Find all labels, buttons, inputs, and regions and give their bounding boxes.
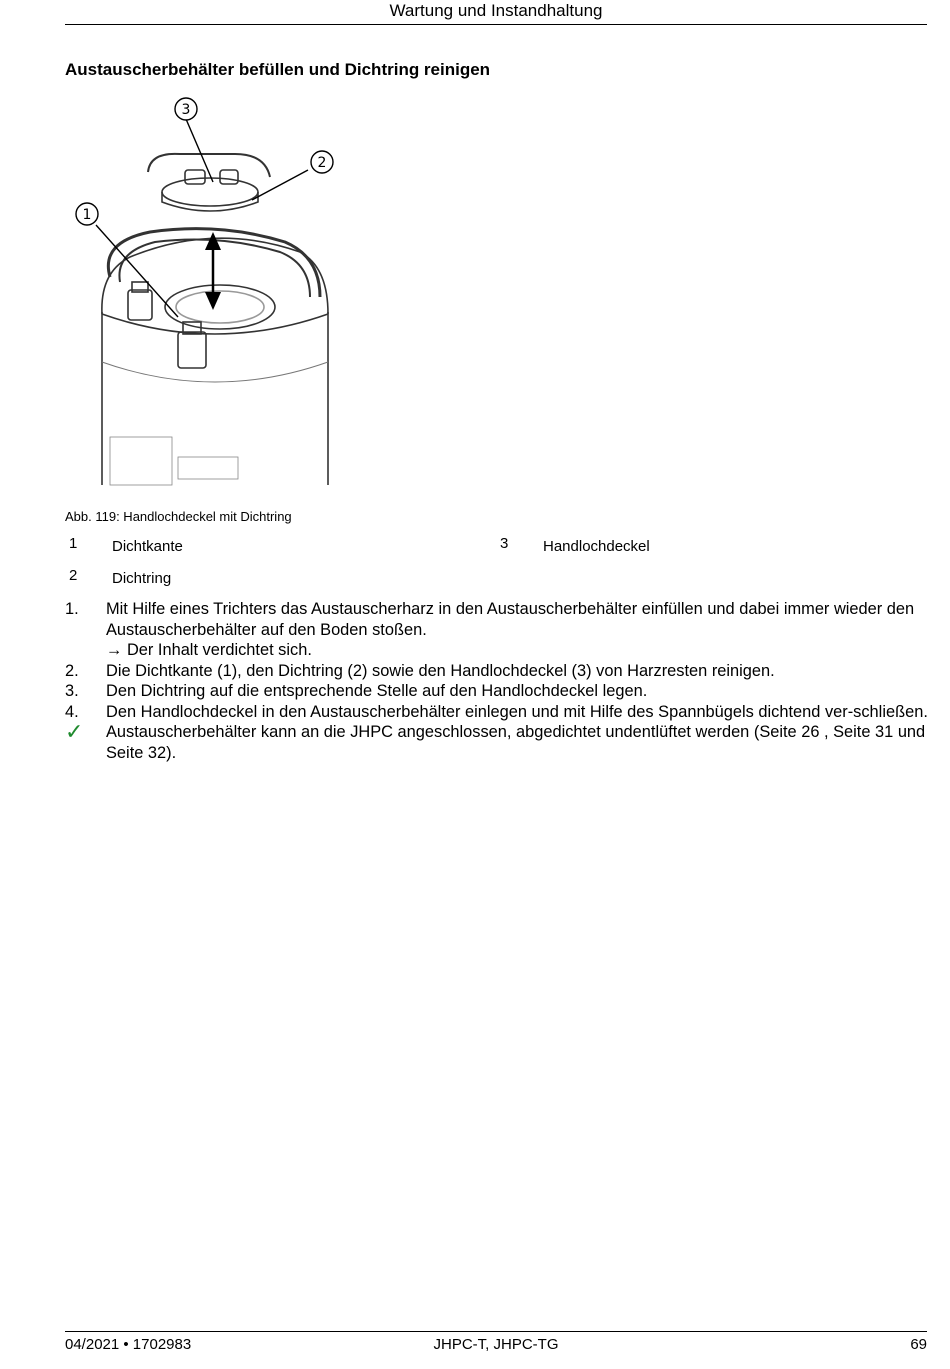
header-title: Wartung und Instandhaltung [389,1,603,20]
legend-text: Dichtkante [112,538,183,555]
page-number: 69 [910,1336,927,1353]
step-item [65,681,931,702]
step-result: → Der Inhalt verdichtet sich. [106,641,312,659]
section-title: Austauscherbehälter befüllen und Dichtring reinigen [65,60,491,79]
legend-text: Handlochdeckel [543,538,650,555]
page-footer [65,1331,927,1353]
step-number: 1. [65,600,79,618]
step-number: 2. [65,661,79,680]
step-text: Die Dichtkante (1), den Dichtring (2) sowie den Handlochdeckel (3) von Harzresten reinigen. [106,661,775,680]
step-number: 4. [65,702,79,721]
footer-date-docnumber: 04/2021 • 1702983 [65,1336,192,1353]
callout-3: 3 [181,102,191,118]
step-number: 3. [65,682,79,700]
check-icon: ✓ [65,719,84,744]
figure-caption: Abb. 119: Handlochdeckel mit Dichtring [65,509,292,524]
page-header [65,0,927,25]
step-item [65,702,931,723]
legend-text: Dichtring [112,570,172,587]
result-text: Austauscherbehälter kann an die JHPC angeschlossen, abgedichtet undentlüftet werden (Seite 26 , Seite 31 und Seite 32). [106,723,926,762]
callout-1: 1 [82,207,92,223]
footer-model: JHPC-T, JHPC-TG [433,1336,559,1353]
callout-2: 2 [317,155,327,171]
tank-illustration [70,92,335,487]
result-item [65,719,931,763]
instruction-steps [65,599,931,763]
step-text: Den Handlochdeckel in den Austauscherbehälter einlegen und mit Hilfe des Spannbügels dichtend ver-schließen. [106,702,928,721]
step-text: Den Dichtring auf die entsprechende Stelle auf den Handlochdeckel legen. [106,682,648,700]
step-item [65,599,931,661]
step-text: Mit Hilfe eines Trichters das Austauscherharz in den Austauscherbehälter einfüllen und dabei immer wieder den Austauscherbehälter auf den Boden stoßen. [106,600,915,639]
step-item [65,661,931,682]
legend-number: 2 [69,567,78,584]
legend-number: 1 [69,535,78,552]
legend-number: 3 [500,535,509,552]
